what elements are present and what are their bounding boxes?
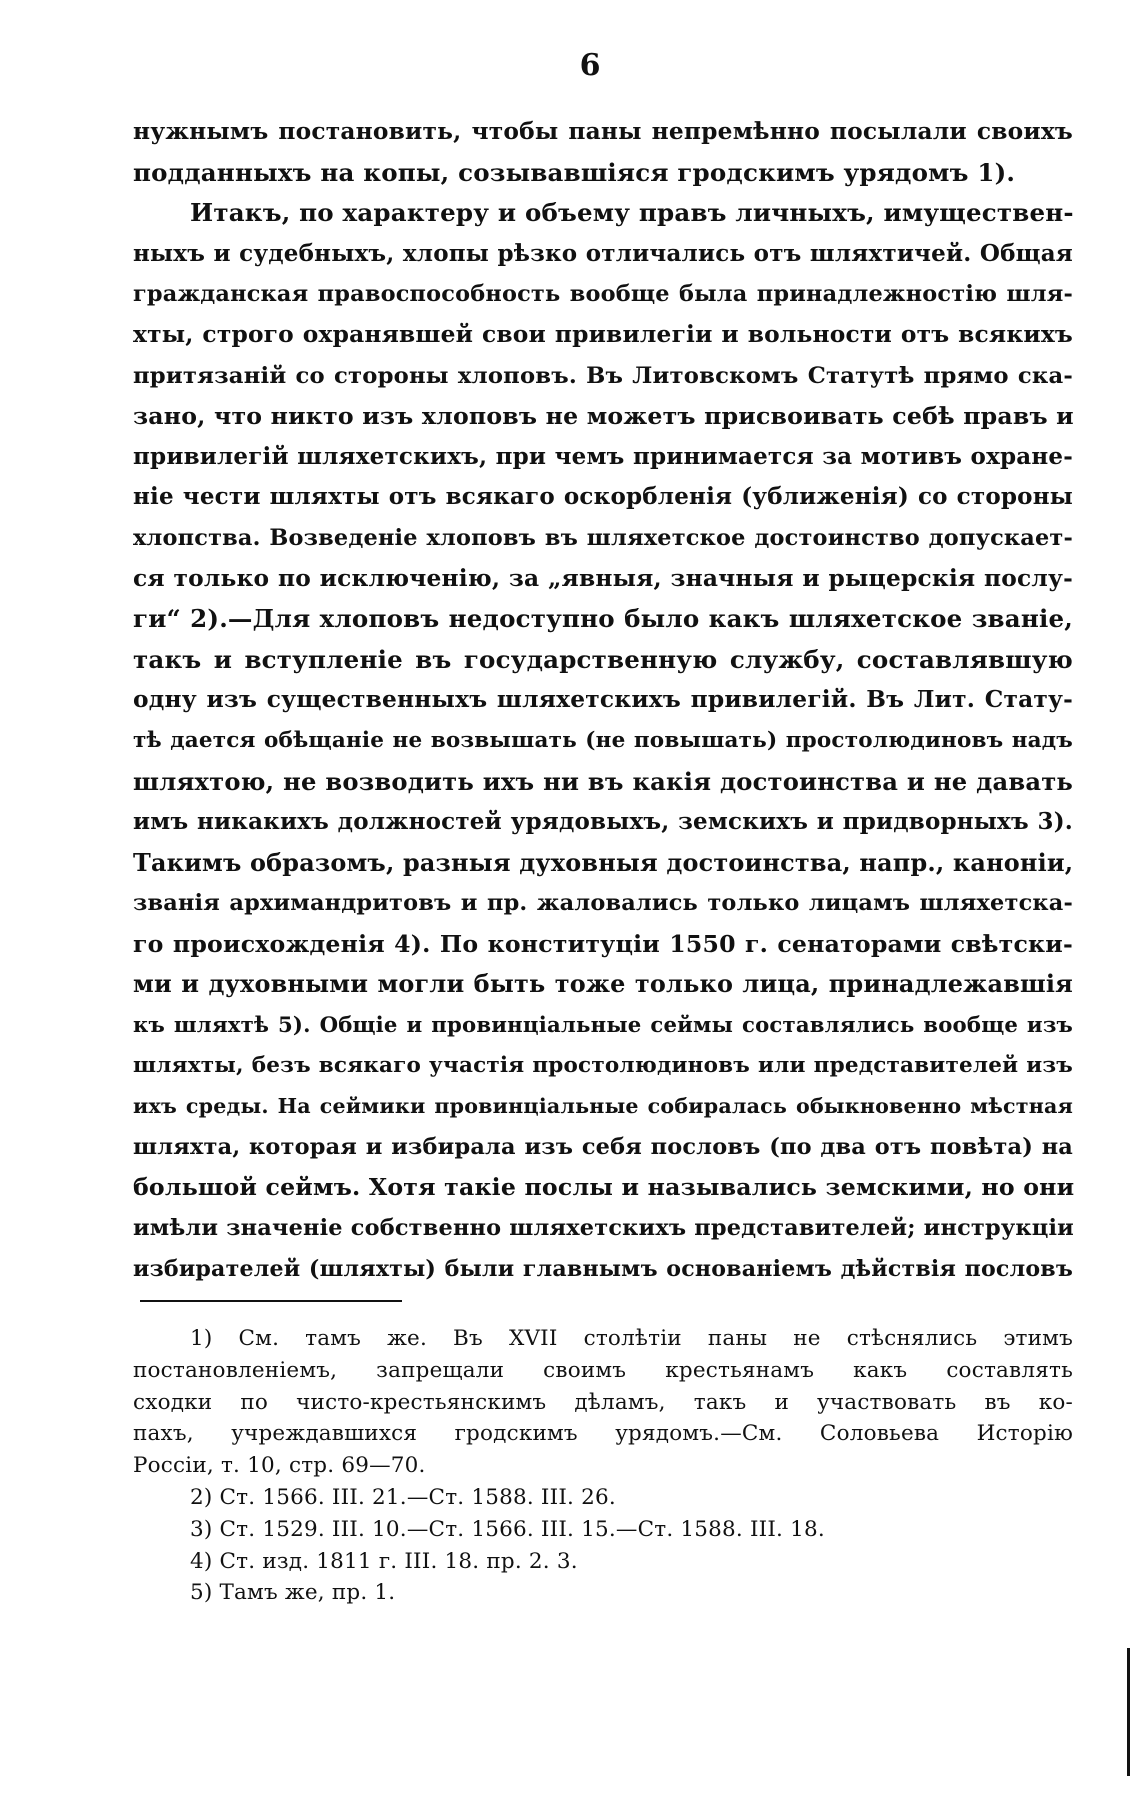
text-line: избирателей (шляхты) были главнымъ основаніемъ дѣйствія пословъ — [133, 1255, 1073, 1282]
text-line: ги“ 2).—Для хлоповъ недоступно было какъ шляхетское званіе, — [133, 604, 1073, 634]
footnote-line: сходки по чисто-крестьянскимъ дѣламъ, такъ и участвовать въ ко- — [133, 1389, 1073, 1415]
text-line: Итакъ, по характеру и объему правъ личныхъ, имуществен- — [190, 198, 1074, 228]
text-line: имѣли значеніе собственно шляхетскихъ представителей; инструкціи — [133, 1215, 1074, 1242]
text-line: къ шляхтѣ 5). Общіе и провинціальные сеймы составлялись вообще изъ — [133, 1012, 1073, 1038]
footnote-line: 2) Ст. 1566. III. 21.—Ст. 1588. III. 26. — [190, 1484, 616, 1510]
footnote-line: 5) Тамъ же, пр. 1. — [190, 1580, 396, 1606]
text-line: хты, строго охранявшей свои привилегіи и вольности отъ всякихъ — [133, 320, 1073, 348]
text-line: зано, что никто изъ хлоповъ не можетъ присвоивать себѣ правъ и — [133, 402, 1074, 431]
text-line: званія архимандритовъ и пр. жаловались только лицамъ шляхетска- — [133, 890, 1073, 917]
text-line: нужнымъ постановить, чтобы паны непремѣнно посылали своихъ — [133, 118, 1073, 145]
text-line: шляхтою, не возводить ихъ ни въ какія достоинства и не давать — [133, 766, 1073, 796]
text-line: хлопства. Возведеніе хлоповъ въ шляхетское достоинство допускает- — [133, 524, 1073, 551]
text-line: одну изъ существенныхъ шляхетскихъ привилегій. Въ Лит. Стату- — [133, 686, 1073, 714]
text-line: привилегій шляхетскихъ, при чемъ принимается за мотивъ охране- — [133, 442, 1073, 470]
footnote-line: 1) См. тамъ же. Въ XVII столѣтіи паны не стѣснялись этимъ — [190, 1326, 1073, 1351]
text-line: подданныхъ на копы, созывавшіяся гродскимъ урядомъ 1). — [133, 157, 1016, 187]
footnote-line: 4) Ст. изд. 1811 г. III. 18. пр. 2. 3. — [190, 1548, 578, 1574]
text-line: ныхъ и судебныхъ, хлопы рѣзко отличались отъ шляхтичей. Общая — [133, 239, 1073, 267]
footnote-line: Россіи, т. 10, стр. 69—70. — [133, 1453, 426, 1479]
text-line: ми и духовными могли быть тоже только лица, принадлежавшія — [133, 970, 1073, 999]
text-line: такъ и вступленіе въ государственную службу, составлявшую — [133, 644, 1073, 674]
text-line: ихъ среды. На сеймики провинціальные собиралась обыкновенно мѣстная — [133, 1094, 1073, 1119]
page-number: 6 — [579, 48, 601, 83]
text-line: тѣ дается обѣщаніе не возвышать (не повышать) простолюдиновъ надъ — [133, 727, 1073, 753]
footnote-line: постановленіемъ, запрещали своимъ крестьянамъ какъ составлять — [133, 1357, 1073, 1383]
footnote-line: пахъ, учреждавшихся гродскимъ урядомъ.—См. Соловьева Исторію — [133, 1421, 1073, 1447]
text-line: Такимъ образомъ, разныя духовныя достоинства, напр., каноніи, — [133, 848, 1074, 877]
text-line: гражданская правоспособность вообще была принадлежностію шля- — [133, 281, 1073, 308]
text-line: имъ никакихъ должностей урядовыхъ, земскихъ и придворныхъ 3). — [133, 808, 1073, 836]
main-text — [133, 112, 1073, 1289]
text-line: ніе чести шляхты отъ всякаго оскорбленія (уближенія) со стороны — [133, 483, 1073, 511]
text-line: ся только по исключенію, за „явныя, значныя и рыцерскія послу- — [133, 564, 1073, 592]
text-line: притязаній со стороны хлоповъ. Въ Литовскомъ Статутѣ прямо ска- — [133, 362, 1073, 389]
text-line: шляхта, которая и избирала изъ себя пословъ (по два отъ повѣта) на — [133, 1133, 1073, 1160]
footnote-line: 3) Ст. 1529. III. 10.—Ст. 1566. III. 15.—Ст. 1588. III. 18. — [190, 1516, 825, 1542]
page-edge-mark — [1127, 1648, 1130, 1776]
text-line: большой сеймъ. Хотя такіе послы и назывались земскими, но они — [133, 1173, 1075, 1202]
footnote-divider — [140, 1300, 402, 1302]
text-line: шляхты, безъ всякаго участія простолюдиновъ или представителей изъ — [133, 1052, 1073, 1078]
footnotes — [133, 1323, 1073, 1609]
text-line: го происхожденія 4). По конституціи 1550 г. сенаторами свѣтски- — [133, 929, 1073, 958]
